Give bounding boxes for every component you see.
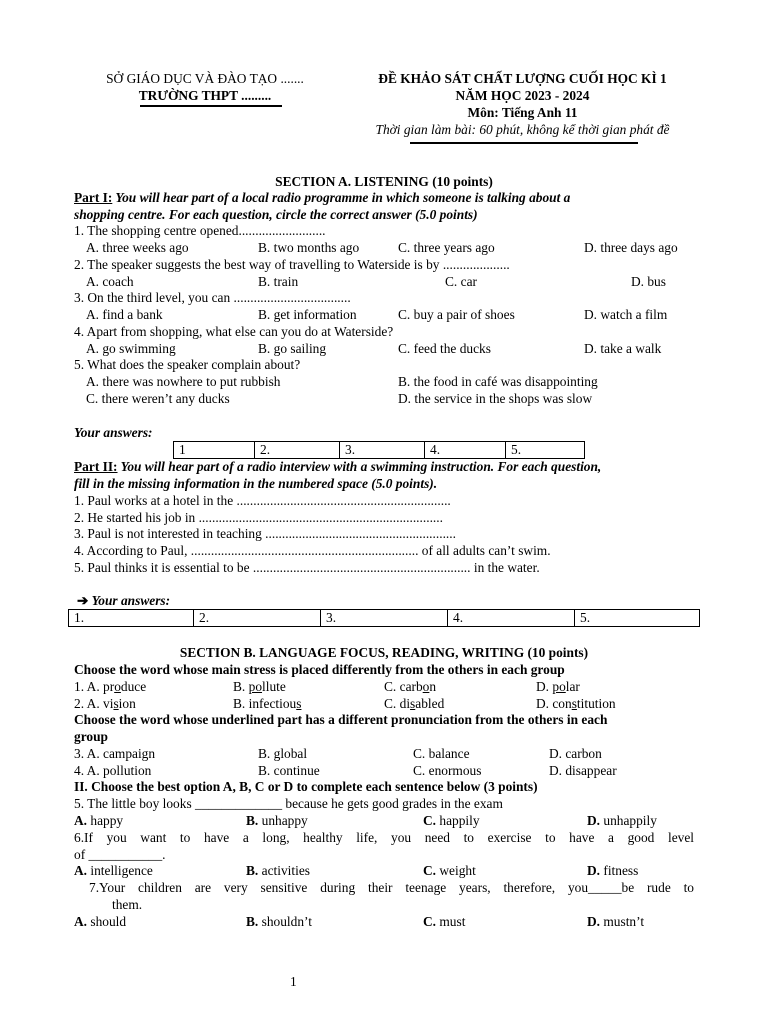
- a-q5-opt-d: D. the service in the shops was slow: [398, 391, 593, 406]
- a-q5-opt-a: A. there was nowhere to put rubbish: [86, 374, 281, 389]
- p2-item-1: 1. Paul works at a hotel in the ................................................................: [74, 493, 451, 508]
- b-q2-d-underline: s: [571, 696, 577, 711]
- school-name: TRƯỜNG THPT .........: [138, 88, 272, 103]
- opt-text: intelligence: [87, 863, 153, 878]
- part1-instruction: [74, 190, 694, 207]
- answer-cell[interactable]: 5.: [506, 442, 585, 459]
- answer-cell[interactable]: 2.: [194, 610, 321, 627]
- opt-letter: C.: [423, 813, 437, 828]
- b-q1-a-part: duce: [120, 679, 147, 694]
- part1-instr-b: shopping centre. For each question, circle the correct answer (5.0 points): [74, 207, 478, 222]
- opt-letter: C.: [423, 863, 437, 878]
- b-question-7a: 7.Your children are very sensitive during their teenage years, therefore, you_____be rude to: [89, 880, 694, 895]
- b-q7-opt-c: [423, 914, 465, 930]
- pron-instruction-b: group: [74, 729, 108, 744]
- b-q1-b-part: B.: [233, 679, 249, 694]
- pron-instruction-a: Choose the word whose underlined part has a different pronunciation from the others in each: [74, 712, 608, 727]
- b-q1-d-underline: po: [552, 679, 566, 694]
- opt-letter: A.: [74, 914, 88, 929]
- b-q1-a-underline: o: [114, 679, 121, 694]
- section-a-title: SECTION A. LISTENING (10 points): [275, 174, 493, 189]
- b-q2-opt-c: [384, 696, 444, 712]
- b-q1-c-part: C. carb: [384, 679, 423, 694]
- opt-letter: A.: [74, 813, 88, 828]
- b-q3-opt-a: 3. A. campaign: [74, 746, 156, 761]
- b-q1-b-underline: po: [248, 679, 263, 694]
- opt-text: unhappily: [600, 813, 657, 828]
- your-answers-2: [77, 593, 170, 609]
- p2-item-4: 4. According to Paul, .................................................................... of all adults can’t swim.: [74, 543, 551, 558]
- b-q5-opt-d: [587, 813, 657, 829]
- answer-cell[interactable]: 4.: [448, 610, 575, 627]
- b-q2-c-part: abled: [415, 696, 445, 711]
- opt-letter: B.: [246, 863, 259, 878]
- b-q7-opt-a: [74, 914, 126, 930]
- opt-text: shouldn’t: [258, 914, 312, 929]
- p2-item-3: 3. Paul is not interested in teaching .........................................................: [74, 526, 456, 541]
- part2-instruction: [74, 459, 694, 476]
- b-q3-opt-b: B. global: [258, 746, 308, 761]
- part1-instr-a: You will hear part of a local radio programme in which someone is talking about a: [112, 190, 571, 205]
- b-q5-opt-b: [246, 813, 308, 829]
- opt-letter: B.: [246, 914, 259, 929]
- b-q2-c-part: C. di: [384, 696, 411, 711]
- a-q3-opt-b: B. get information: [258, 307, 357, 322]
- a-q1-opt-a: A. three weeks ago: [86, 240, 189, 255]
- b-q2-c-underline: s: [410, 696, 416, 711]
- answer-table-part2: [68, 609, 700, 627]
- p2-item-2: 2. He started his job in .........................................................................: [74, 510, 443, 525]
- a-question-3: 3. On the third level, you can ...................................: [74, 290, 351, 305]
- a-q4-opt-b: B. go sailing: [258, 341, 327, 356]
- page-number: 1: [290, 974, 297, 989]
- your-answers-label-1: Your answers:: [74, 425, 153, 440]
- part1-label: Part I:: [74, 190, 113, 205]
- b-q2-opt-d: [536, 696, 616, 712]
- a-q5-opt-c: C. there weren’t any ducks: [86, 391, 230, 406]
- mc-instruction: II. Choose the best option A, B, C or D to complete each sentence below (3 points): [74, 779, 538, 794]
- b-q2-b-part: B. infectiou: [233, 696, 297, 711]
- answer-cell[interactable]: 1: [174, 442, 255, 459]
- b-q6-opt-d: [587, 863, 638, 879]
- b-question-5: 5. The little boy looks _____________ because he gets good grades in the exam: [74, 796, 503, 811]
- opt-letter: D.: [587, 813, 601, 828]
- b-q1-d-part: D.: [536, 679, 553, 694]
- a-q3-opt-c: C. buy a pair of shoes: [398, 307, 515, 322]
- a-q2-opt-d: D. bus: [631, 274, 666, 289]
- a-q2-opt-a: A. coach: [86, 274, 134, 289]
- subject: Môn: Tiếng Anh 11: [467, 105, 578, 120]
- b-q4-opt-a: 4. A. pollution: [74, 763, 152, 778]
- b-q2-opt-a: [74, 696, 136, 712]
- b-q6-opt-a: [74, 863, 153, 879]
- a-question-5: 5. What does the speaker complain about?: [74, 357, 301, 372]
- b-q1-c-underline: o: [422, 679, 430, 694]
- opt-text: happy: [87, 813, 124, 828]
- b-q3-opt-d: D. carbon: [549, 746, 602, 761]
- b-q7-opt-b: [246, 914, 312, 930]
- school-year: NĂM HỌC 2023 - 2024: [455, 88, 590, 103]
- b-q2-b-underline: s: [296, 696, 302, 711]
- answer-cell[interactable]: 3.: [340, 442, 425, 459]
- b-q1-d-part: lar: [565, 679, 580, 694]
- stress-instruction: Choose the word whose main stress is placed differently from the others in each group: [74, 662, 565, 677]
- opt-text: mustn’t: [600, 914, 645, 929]
- b-q1-b-part: llute: [262, 679, 286, 694]
- b-q4-opt-b: B. continue: [258, 763, 320, 778]
- part2-instr-a: You will hear part of a radio interview with a swimming instruction. For each question,: [117, 459, 602, 474]
- answer-cell[interactable]: 3.: [321, 610, 448, 627]
- b-q1-num: 1. A.: [74, 679, 104, 694]
- a-q4-opt-a: A. go swimming: [86, 341, 176, 356]
- b-q2-num: 2. A. vi: [74, 696, 114, 711]
- b-q1-a-part: pr: [103, 679, 115, 694]
- b-question-6a: 6.If you want to have a long, healthy life, you need to exercise to have a good level: [74, 830, 694, 845]
- opt-letter: A.: [74, 863, 88, 878]
- b-q2-a-part: ion: [118, 696, 136, 711]
- opt-text: weight: [436, 863, 476, 878]
- a-q1-opt-c: C. three years ago: [398, 240, 495, 255]
- b-q2-a-underline: s: [113, 696, 119, 711]
- exam-title: ĐỀ KHẢO SÁT CHẤT LƯỢNG CUỐI HỌC KÌ 1: [378, 71, 667, 86]
- b-q1-opt-b: [233, 679, 286, 695]
- b-q7-opt-d: [587, 914, 644, 930]
- a-q1-opt-d: D. three days ago: [584, 240, 678, 255]
- a-q2-opt-b: B. train: [258, 274, 299, 289]
- a-q3-opt-d: D. watch a film: [584, 307, 668, 322]
- header-right-rule: [410, 142, 638, 144]
- opt-letter: D.: [587, 863, 601, 878]
- b-q5-opt-c: [423, 813, 480, 829]
- opt-letter: C.: [423, 914, 437, 929]
- b-q1-c-part: n: [429, 679, 437, 694]
- a-question-1: 1. The shopping centre opened..........................: [74, 223, 326, 238]
- opt-text: should: [87, 914, 127, 929]
- answer-cell[interactable]: 1.: [69, 610, 194, 627]
- answer-table-part1: [173, 441, 585, 459]
- a-question-4: 4. Apart from shopping, what else can you do at Waterside?: [74, 324, 394, 339]
- a-q5-opt-b: B. the food in café was disappointing: [398, 374, 598, 389]
- arrow-icon: ➔: [77, 593, 89, 608]
- b-q1-opt-a: [74, 679, 146, 695]
- p2-item-5: 5. Paul thinks it is essential to be ................................................................. in the water.: [74, 560, 540, 575]
- b-q1-opt-c: [384, 679, 436, 695]
- opt-text: unhappy: [258, 813, 308, 828]
- a-q3-opt-a: A. find a bank: [86, 307, 163, 322]
- answer-cell[interactable]: 5.: [575, 610, 700, 627]
- b-q2-opt-b: [233, 696, 301, 712]
- b-q4-opt-c: C. enormous: [413, 763, 482, 778]
- answer-cell[interactable]: 4.: [425, 442, 506, 459]
- b-question-7b: them.: [112, 897, 143, 912]
- section-b-title: SECTION B. LANGUAGE FOCUS, READING, WRITING (10 points): [179, 645, 589, 660]
- b-q3-opt-c: C. balance: [413, 746, 470, 761]
- department-name: SỞ GIÁO DỤC VÀ ĐÀO TẠO .......: [106, 71, 304, 86]
- part2-label: Part II:: [74, 459, 118, 474]
- opt-text: must: [436, 914, 466, 929]
- b-q6-opt-b: [246, 863, 310, 879]
- your-answers-label-2: Your answers:: [91, 593, 171, 608]
- b-question-6b: of ___________.: [74, 847, 166, 862]
- header-left-rule: [140, 105, 282, 107]
- opt-text: fitness: [600, 863, 639, 878]
- opt-letter: B.: [246, 813, 259, 828]
- opt-letter: D.: [587, 914, 601, 929]
- answer-cell[interactable]: 2.: [255, 442, 340, 459]
- a-q2-opt-c: C. car: [445, 274, 477, 289]
- part2-instr-b: fill in the missing information in the numbered space (5.0 points).: [74, 476, 438, 491]
- a-q4-opt-d: D. take a walk: [584, 341, 662, 356]
- opt-text: activities: [258, 863, 310, 878]
- a-q4-opt-c: C. feed the ducks: [398, 341, 491, 356]
- b-q4-opt-d: D. disappear: [549, 763, 617, 778]
- a-question-2: 2. The speaker suggests the best way of travelling to Waterside is by ....................: [74, 257, 510, 272]
- b-q1-opt-d: [536, 679, 580, 695]
- time-allowed: Thời gian làm bài: 60 phút, không kể thời gian phát đề: [375, 122, 670, 137]
- b-q5-opt-a: [74, 813, 123, 829]
- b-q6-opt-c: [423, 863, 476, 879]
- opt-text: happily: [436, 813, 480, 828]
- a-q1-opt-b: B. two months ago: [258, 240, 360, 255]
- b-q2-d-part: titution: [576, 696, 616, 711]
- b-q2-d-part: D. con: [536, 696, 572, 711]
